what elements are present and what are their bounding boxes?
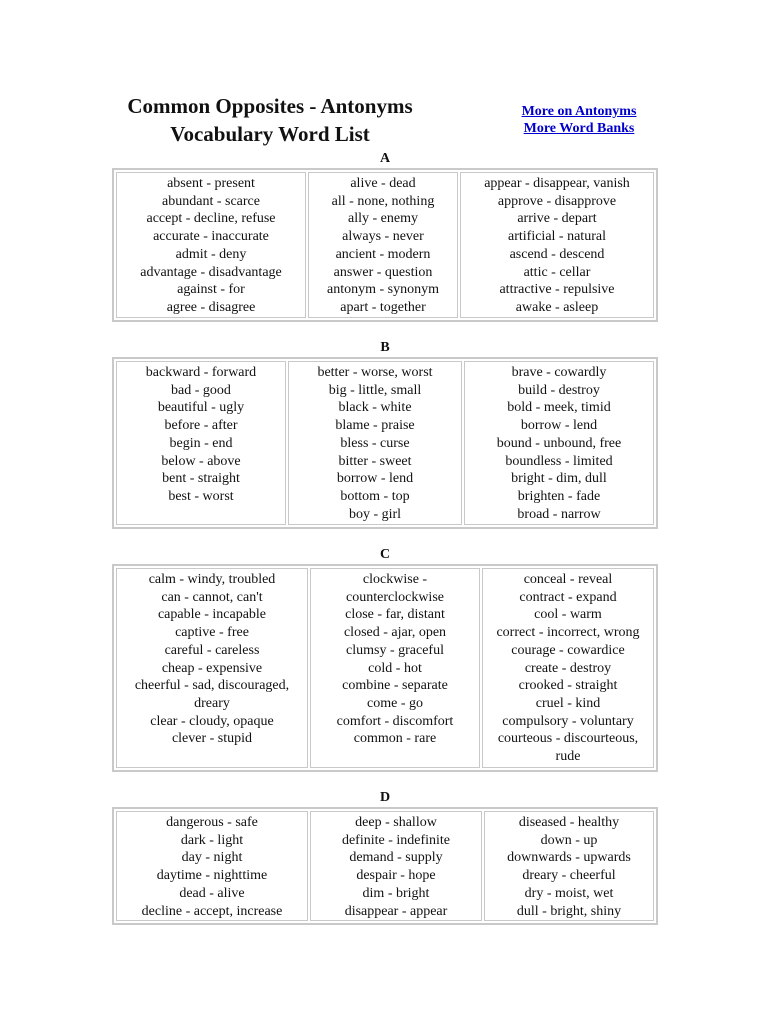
word-pair: despair - hope bbox=[356, 868, 436, 884]
word-pair: bent - straight bbox=[162, 471, 240, 487]
word-pair: appear - disappear, vanish bbox=[484, 176, 630, 191]
word-column bbox=[310, 811, 482, 921]
word-pair: boundless - limited bbox=[505, 453, 613, 469]
word-pair: closed - ajar, open bbox=[343, 625, 447, 641]
word-pair: capable - incapable bbox=[157, 607, 267, 623]
word-column bbox=[482, 568, 654, 768]
word-pair: ancient - modern bbox=[335, 246, 431, 262]
section-letter: A bbox=[379, 151, 391, 166]
word-pair: downwards - upwards bbox=[507, 850, 631, 866]
word-table bbox=[112, 807, 658, 925]
section-letter: D bbox=[379, 790, 391, 805]
word-pair: begin - end bbox=[169, 435, 233, 451]
word-column bbox=[484, 811, 654, 921]
word-pair: borrow - lend bbox=[520, 418, 598, 434]
word-pair: apart - together bbox=[340, 299, 426, 315]
word-table bbox=[112, 168, 658, 322]
word-pair: crooked - straight bbox=[518, 678, 618, 694]
more-word-banks-link[interactable]: More Word Banks bbox=[523, 121, 635, 136]
title-line-2: Vocabulary Word List bbox=[170, 122, 370, 146]
word-pair: better - worse, worst bbox=[317, 365, 433, 380]
word-pair: bad - good bbox=[171, 382, 231, 398]
word-pair: diseased - healthy bbox=[518, 815, 620, 830]
word-pair: combine - separate bbox=[342, 678, 448, 694]
word-pair: cheerful - sad, discouraged, dreary bbox=[134, 678, 290, 711]
word-pair: ally - enemy bbox=[348, 211, 418, 227]
word-pair: dreary - cheerful bbox=[522, 868, 616, 884]
word-column bbox=[310, 568, 480, 768]
word-pair: attractive - repulsive bbox=[499, 282, 615, 298]
word-pair: bless - curse bbox=[340, 435, 410, 451]
title-line-1: Common Opposites - Antonyms bbox=[127, 94, 413, 118]
word-table bbox=[112, 357, 658, 529]
word-pair: bound - unbound, free bbox=[496, 435, 622, 451]
word-pair: attic - cellar bbox=[523, 264, 591, 280]
section-letter: B bbox=[380, 340, 390, 355]
word-pair: daytime - nighttime bbox=[156, 868, 268, 884]
word-pair: broad - narrow bbox=[517, 506, 601, 522]
word-pair: boy - girl bbox=[348, 506, 402, 522]
word-pair: blame - praise bbox=[335, 418, 415, 434]
word-pair: clear - cloudy, opaque bbox=[150, 713, 274, 729]
word-pair: cool - warm bbox=[534, 607, 602, 623]
word-pair: disappear - appear bbox=[344, 903, 448, 919]
word-pair: approve - disapprove bbox=[497, 193, 617, 209]
word-pair: build - destroy bbox=[518, 382, 600, 398]
word-pair: arrive - depart bbox=[517, 211, 597, 227]
word-pair: backward - forward bbox=[145, 365, 257, 380]
word-pair: before - after bbox=[164, 418, 238, 434]
word-pair: dead - alive bbox=[179, 885, 245, 901]
word-pair: cold - hot bbox=[368, 660, 422, 676]
word-pair: bold - meek, timid bbox=[507, 400, 611, 416]
word-pair: compulsory - voluntary bbox=[502, 713, 634, 729]
word-pair: dark - light bbox=[180, 832, 244, 848]
word-pair: comfort - discomfort bbox=[336, 713, 454, 729]
word-pair: brave - cowardly bbox=[511, 365, 607, 380]
word-pair: demand - supply bbox=[349, 850, 443, 866]
word-column bbox=[116, 361, 286, 525]
word-pair: dull - bright, shiny bbox=[516, 903, 622, 919]
word-pair: accept - decline, refuse bbox=[146, 211, 276, 227]
word-pair: decline - accept, increase bbox=[141, 903, 283, 919]
section-a bbox=[112, 151, 658, 322]
section-c bbox=[112, 547, 658, 772]
word-pair: clumsy - graceful bbox=[346, 642, 444, 658]
word-pair: careful - careless bbox=[164, 642, 260, 658]
word-column bbox=[464, 361, 654, 525]
word-pair: brighten - fade bbox=[517, 488, 601, 504]
word-pair: courage - cowardice bbox=[511, 642, 625, 658]
section-letter: C bbox=[379, 547, 391, 562]
word-pair: courteous - discourteous, rude bbox=[497, 731, 639, 765]
word-pair: admit - deny bbox=[175, 246, 247, 262]
word-column bbox=[116, 172, 306, 318]
word-pair: ascend - descend bbox=[509, 246, 605, 262]
word-pair: big - little, small bbox=[328, 382, 422, 398]
word-column bbox=[116, 568, 308, 768]
word-pair: best - worst bbox=[168, 488, 234, 504]
word-pair: conceal - reveal bbox=[523, 572, 613, 587]
word-column bbox=[460, 172, 654, 318]
related-links bbox=[502, 103, 656, 137]
word-pair: down - up bbox=[540, 832, 598, 848]
word-pair: contract - expand bbox=[519, 589, 617, 605]
word-pair: day - night bbox=[181, 850, 243, 866]
word-pair: alive - dead bbox=[350, 176, 416, 191]
word-column bbox=[288, 361, 462, 525]
word-pair: answer - question bbox=[333, 264, 433, 280]
word-pair: captive - free bbox=[175, 625, 249, 641]
word-table bbox=[112, 564, 658, 772]
word-column bbox=[116, 811, 308, 921]
word-pair: dim - bright bbox=[362, 885, 430, 901]
word-pair: bright - dim, dull bbox=[511, 471, 607, 487]
word-pair: clockwise - counterclockwise bbox=[346, 572, 444, 605]
word-pair: close - far, distant bbox=[345, 607, 445, 623]
word-pair: cruel - kind bbox=[535, 695, 601, 711]
word-pair: awake - asleep bbox=[515, 299, 599, 315]
word-pair: bitter - sweet bbox=[338, 453, 412, 469]
word-pair: all - none, nothing bbox=[331, 193, 435, 209]
word-pair: beautiful - ugly bbox=[157, 400, 245, 416]
word-pair: against - for bbox=[177, 282, 245, 298]
word-pair: below - above bbox=[161, 453, 241, 469]
word-pair: accurate - inaccurate bbox=[153, 229, 269, 245]
word-pair: dry - moist, wet bbox=[524, 885, 614, 901]
word-pair: common - rare bbox=[353, 731, 437, 747]
word-pair: antonym - synonym bbox=[327, 282, 439, 298]
word-pair: deep - shallow bbox=[355, 815, 437, 830]
word-pair: calm - windy, troubled bbox=[148, 572, 276, 587]
page-title bbox=[120, 92, 420, 148]
word-pair: advantage - disadvantage bbox=[140, 264, 282, 280]
word-pair: bottom - top bbox=[340, 488, 410, 504]
word-pair: borrow - lend bbox=[336, 471, 414, 487]
word-pair: dangerous - safe bbox=[166, 815, 258, 830]
word-pair: can - cannot, can't bbox=[161, 589, 263, 605]
word-pair: always - never bbox=[342, 229, 424, 245]
word-pair: correct - incorrect, wrong bbox=[496, 625, 640, 641]
word-pair: create - destroy bbox=[524, 660, 612, 676]
word-pair: abundant - scarce bbox=[162, 193, 260, 209]
word-pair: cheap - expensive bbox=[161, 660, 263, 676]
word-pair: black - white bbox=[338, 400, 412, 416]
word-pair: artificial - natural bbox=[508, 229, 606, 245]
word-pair: agree - disagree bbox=[166, 299, 256, 315]
word-pair: clever - stupid bbox=[171, 731, 253, 747]
word-pair: absent - present bbox=[167, 176, 255, 191]
word-pair: come - go bbox=[367, 695, 423, 711]
section-d bbox=[112, 790, 658, 925]
section-b bbox=[112, 340, 658, 529]
word-pair: definite - indefinite bbox=[341, 832, 451, 848]
more-antonyms-link[interactable]: More on Antonyms bbox=[521, 104, 637, 119]
word-column bbox=[308, 172, 458, 318]
